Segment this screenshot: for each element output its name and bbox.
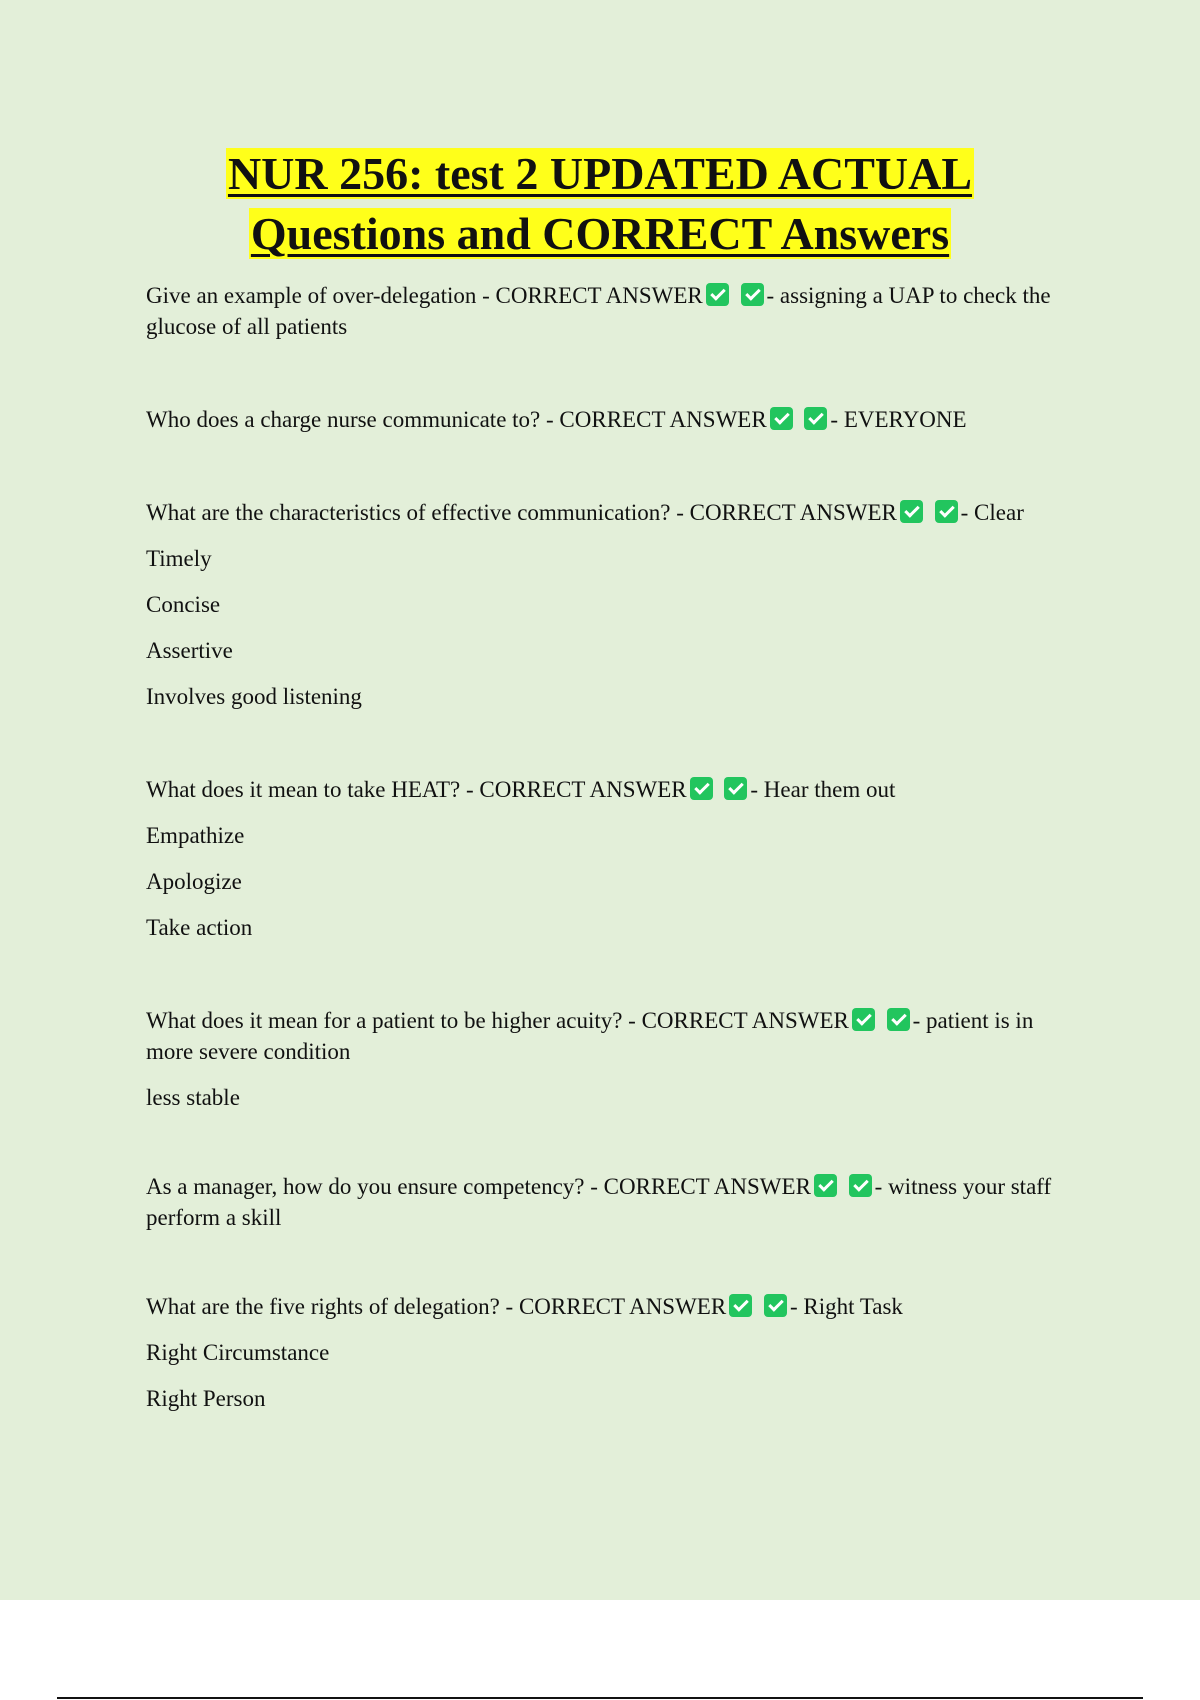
title-line-2: Questions and CORRECT Answers (250, 208, 950, 259)
question-text: As a manager, how do you ensure competency? - (146, 1174, 604, 1199)
check-box-icon (741, 283, 764, 306)
check-box-icon (764, 1294, 787, 1317)
qa-item (146, 404, 1086, 435)
check-box-icon (690, 777, 713, 800)
answer-text: - witness your staff perform a skill (146, 1174, 1052, 1230)
answer-text: - Right Task (789, 1294, 903, 1319)
answer-continuation: Concise (146, 592, 221, 617)
answer-continuation: Apologize (146, 869, 242, 894)
answer-marker: CORRECT ANSWER (641, 1008, 849, 1033)
check-box-icon (887, 1008, 910, 1031)
question-text: What does it mean for a patient to be higher acuity? - (146, 1008, 642, 1033)
check-box-icon (724, 777, 747, 800)
answer-continuation: less stable (146, 1085, 240, 1110)
qa-list (146, 280, 1086, 1476)
qa-question-line (146, 280, 1086, 342)
answer-marker: CORRECT ANSWER (689, 500, 897, 525)
answer-continuation: Involves good listening (146, 684, 362, 709)
qa-question-line (146, 1005, 1086, 1067)
check-box-icon (729, 1294, 752, 1317)
check-box-icon (852, 1008, 875, 1031)
qa-question-line (146, 1291, 1086, 1322)
answer-marker: CORRECT ANSWER (495, 283, 703, 308)
answer-continuation: Assertive (146, 638, 233, 663)
answer-marker: CORRECT ANSWER (559, 407, 767, 432)
question-text: What are the five rights of delegation? - (146, 1294, 519, 1319)
answer-text: - Hear them out (750, 777, 896, 802)
answer-continuation: Right Circumstance (146, 1340, 330, 1365)
qa-item (146, 1005, 1086, 1113)
answer-marker: CORRECT ANSWER (518, 1294, 727, 1319)
question-text: What are the characteristics of effective communication? - (146, 500, 690, 525)
answer-text: - Clear (960, 500, 1024, 525)
document-title (0, 144, 1200, 264)
answer-marker: CORRECT ANSWER (603, 1174, 811, 1199)
check-box-icon (900, 500, 923, 523)
question-text: Give an example of over-delegation - (146, 283, 496, 308)
check-box-icon (849, 1174, 872, 1197)
check-box-icon (770, 407, 793, 430)
qa-question-line (146, 497, 1086, 528)
qa-item (146, 1171, 1086, 1233)
qa-item (146, 497, 1086, 712)
qa-question-line (146, 1171, 1086, 1233)
answer-text: - EVERYONE (830, 407, 967, 432)
check-box-icon (935, 500, 958, 523)
check-box-icon (814, 1174, 837, 1197)
footer-divider (57, 1697, 1143, 1699)
answer-continuation: Right Person (146, 1386, 266, 1411)
title-line-1: NUR 256: test 2 UPDATED ACTUAL (227, 148, 973, 199)
qa-item (146, 774, 1086, 943)
qa-item (146, 280, 1086, 342)
answer-continuation: Empathize (146, 823, 245, 848)
question-text: What does it mean to take HEAT? - (146, 777, 480, 802)
check-box-icon (706, 283, 729, 306)
question-text: Who does a charge nurse communicate to? - (146, 407, 560, 432)
qa-item (146, 1291, 1086, 1414)
qa-question-line (146, 774, 1086, 805)
answer-text: - assigning a UAP to check the glucose of all patients (146, 283, 1051, 339)
answer-continuation: Timely (146, 546, 212, 571)
check-box-icon (804, 407, 827, 430)
answer-continuation: Take action (146, 915, 253, 940)
answer-text: - patient is in more severe condition (146, 1008, 1034, 1064)
qa-question-line (146, 404, 1086, 435)
answer-marker: CORRECT ANSWER (479, 777, 687, 802)
